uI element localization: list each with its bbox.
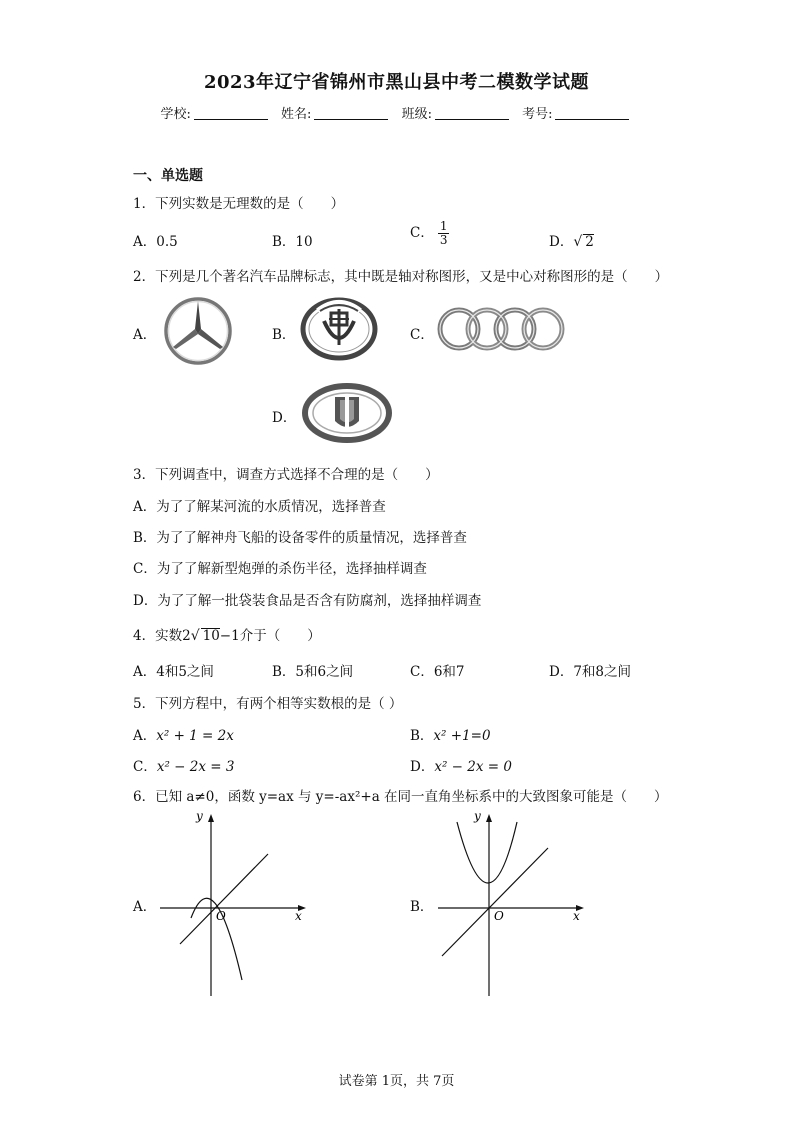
student-info-line bbox=[0, 103, 793, 122]
q1-option-a: A．0.5 bbox=[133, 234, 178, 250]
class-label: 班级: bbox=[401, 107, 432, 122]
radical-sign: √ bbox=[573, 234, 583, 250]
origin-label: O bbox=[494, 909, 504, 923]
q5-option-a bbox=[133, 724, 234, 744]
audi-rings-logo-image bbox=[437, 306, 567, 352]
y-axis-arrow-icon bbox=[208, 814, 214, 822]
q3-stem: 3．下列调查中，调查方式选择不合理的是（ ） bbox=[133, 467, 439, 483]
q5-option-d-label: D． bbox=[410, 759, 435, 775]
radical-sign: √ bbox=[190, 628, 200, 644]
q1-option-d bbox=[549, 230, 594, 250]
q6-option-a: A． bbox=[133, 899, 157, 915]
q6-graph-b bbox=[428, 806, 598, 1002]
q5-option-c bbox=[133, 755, 234, 775]
exam-number-blank bbox=[555, 107, 629, 120]
q4-stem-prefix: 4．实数2 bbox=[133, 628, 191, 644]
q2-stem: 2．下列是几个著名汽车品牌标志，其中既是轴对称图形，又是中心对称图形的是（ ） bbox=[133, 269, 669, 285]
q5-option-b-label: B． bbox=[410, 728, 434, 744]
y-axis-arrow-icon bbox=[486, 814, 492, 822]
q4-option-b: B．5和6之间 bbox=[272, 664, 354, 680]
school-blank bbox=[194, 107, 268, 120]
q1-fraction-numerator: 1 bbox=[439, 219, 448, 233]
exam-number-label: 考号: bbox=[522, 107, 553, 122]
q3-option-b: B．为了了解神舟飞船的设备零件的质量情况，选择普查 bbox=[133, 530, 467, 546]
q4-option-c: C．6和7 bbox=[410, 664, 465, 680]
q5-option-b-equation: x² +1=0 bbox=[433, 728, 491, 744]
q5-stem: 5．下列方程中，有两个相等实数根的是（ ） bbox=[133, 696, 403, 712]
q1-stem: 1．下列实数是无理数的是（ ） bbox=[133, 196, 345, 212]
origin-label: O bbox=[216, 909, 226, 923]
q3-option-c: C．为了了解新型炮弹的杀伤半径，选择抽样调查 bbox=[133, 561, 427, 577]
q1-fraction-denominator: 3 bbox=[439, 233, 448, 247]
q4-radicand: 10 bbox=[202, 628, 220, 644]
q3-option-a: A．为了了解某河流的水质情况，选择普查 bbox=[133, 499, 386, 515]
name-blank bbox=[314, 107, 388, 120]
q5-option-b bbox=[410, 724, 491, 744]
q4-stem-suffix: −1介于（ ） bbox=[219, 628, 321, 644]
brilliance-logo-image bbox=[300, 297, 378, 361]
q2-option-d: D． bbox=[272, 410, 297, 426]
q4-stem bbox=[133, 624, 321, 644]
q1-fraction bbox=[438, 220, 450, 247]
q5-option-d-equation: x² − 2x = 0 bbox=[434, 759, 512, 775]
line-y-ax bbox=[442, 848, 548, 956]
q2-option-c: C． bbox=[410, 327, 434, 343]
q3-option-d: D．为了了解一批袋装食品是否含有防腐剂，选择抽样调查 bbox=[133, 593, 482, 609]
parabola bbox=[457, 822, 517, 883]
great-wall-logo-image bbox=[302, 383, 392, 443]
mercedes-logo-image bbox=[163, 297, 233, 365]
q5-option-a-label: A． bbox=[133, 728, 157, 744]
q2-option-b: B． bbox=[272, 327, 296, 343]
x-axis-label: x bbox=[295, 909, 302, 923]
q2-option-a: A． bbox=[133, 327, 157, 343]
q5-option-c-label: C． bbox=[133, 759, 157, 775]
q5-option-d bbox=[410, 755, 512, 775]
school-label: 学校: bbox=[160, 107, 191, 122]
y-axis-label: y bbox=[196, 809, 203, 823]
q5-option-a-equation: x² + 1 = 2x bbox=[156, 728, 234, 744]
name-label: 姓名: bbox=[281, 107, 312, 122]
page-footer: 试卷第 1页，共 7页 bbox=[338, 1074, 455, 1089]
q4-option-d: D．7和8之间 bbox=[549, 664, 632, 680]
q1-option-b: B．10 bbox=[272, 234, 313, 250]
q1-option-c bbox=[410, 220, 449, 247]
class-blank bbox=[435, 107, 509, 120]
q6-option-b: B． bbox=[410, 899, 434, 915]
q1-option-d-label: D． bbox=[549, 234, 574, 250]
x-axis-label: x bbox=[573, 909, 580, 923]
q5-option-c-equation: x² − 2x = 3 bbox=[156, 759, 235, 775]
line-y-ax bbox=[180, 854, 268, 944]
q6-stem: 6．已知 a≠0，函数 y=ax 与 y=-ax²+a 在同一直角坐标系中的大致图象可能是（ ） bbox=[133, 789, 668, 805]
q6-graph-a bbox=[150, 806, 320, 1002]
exam-title: 2023年辽宁省锦州市黑山县中考二模数学试题 bbox=[203, 72, 590, 93]
y-axis-label: y bbox=[474, 809, 481, 823]
q1-option-c-label: C． bbox=[410, 225, 434, 241]
section-heading: 一、单选题 bbox=[133, 168, 203, 184]
q4-option-a: A．4和5之间 bbox=[133, 664, 214, 680]
q1-radicand: 2 bbox=[585, 234, 594, 250]
